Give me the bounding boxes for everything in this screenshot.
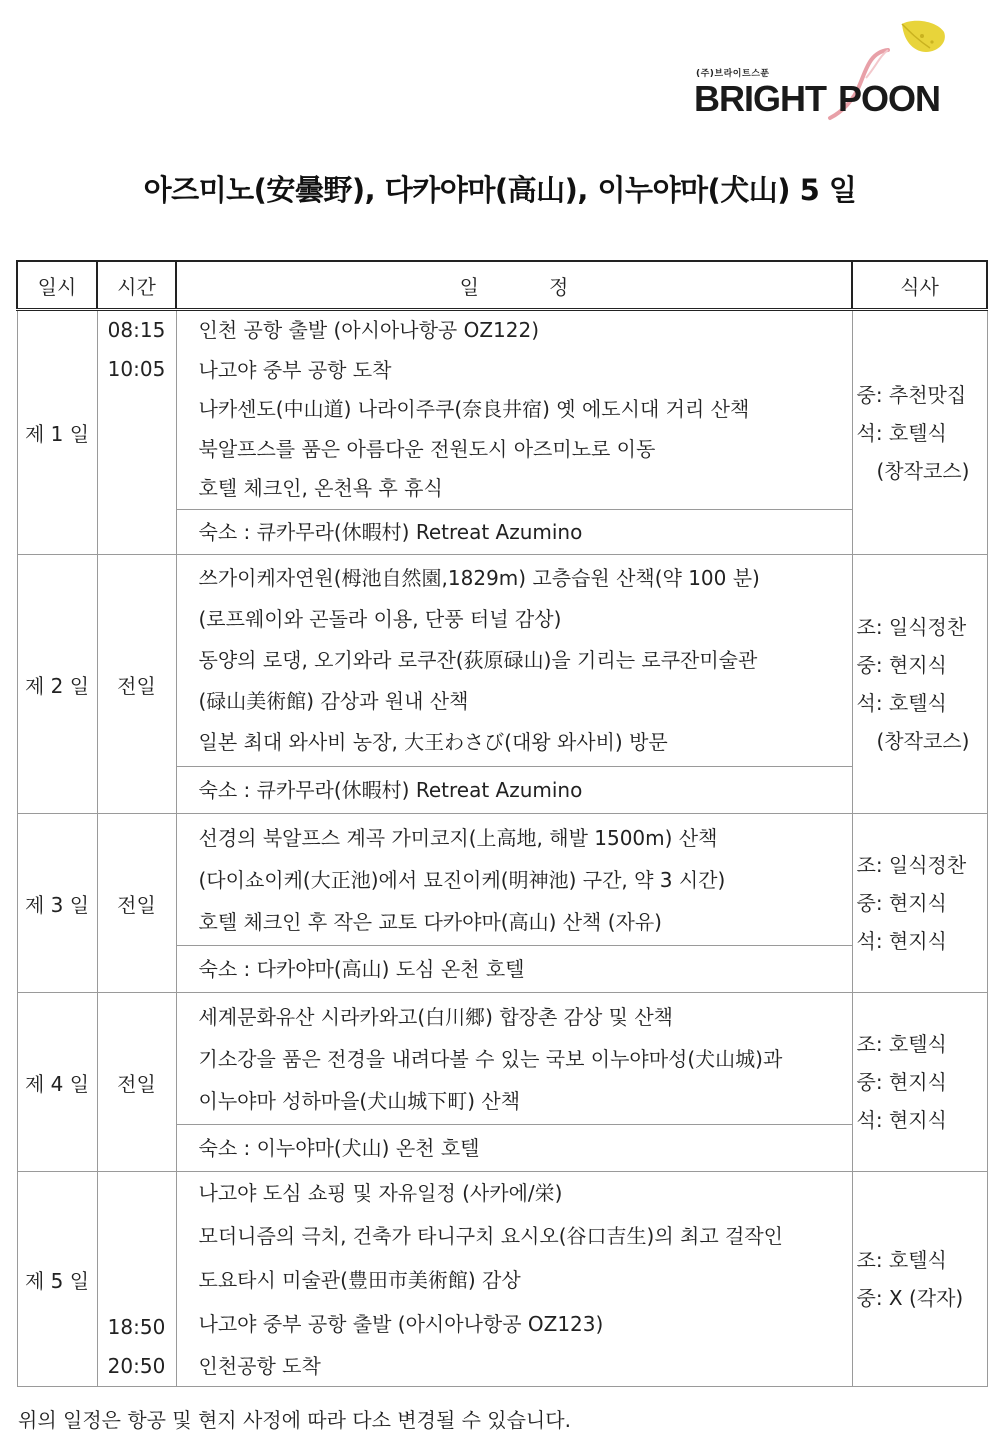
- meal-cell: [852, 814, 987, 993]
- schedule-line: 일본 최대 와사비 농장, 大王わさび(대왕 와사비) 방문: [198, 730, 668, 754]
- day-row: [17, 993, 987, 1125]
- schedule-line: 쓰가이케자연원(栂池自然園,1829m) 고층습원 산책(약 100 분): [198, 566, 760, 590]
- header-schedule: [176, 261, 852, 310]
- schedule-line: 동양의 로댕, 오기와라 로쿠잔(荻原碌山)을 기리는 로쿠잔미술관: [198, 648, 758, 672]
- page-title: 아즈미노(安曇野), 다카야마(高山), 이누야마(犬山) 5 일: [143, 173, 857, 207]
- schedule-line: 나고야 중부 공항 도착: [198, 357, 392, 382]
- time-value: 전일: [97, 814, 176, 993]
- stay-cell: 숙소 : 다카야마(高山) 도심 온천 호텔: [176, 946, 852, 993]
- time-value: 08:15: [107, 318, 166, 342]
- time-value: 18:50: [107, 1315, 166, 1339]
- day-label: 제 5 일: [17, 1172, 97, 1387]
- schedule-line: 이누야마 성하마을(犬山城下町) 산책: [198, 1088, 521, 1113]
- meal-cell: [852, 1172, 987, 1387]
- meal-item: 석: 현지식: [856, 929, 947, 953]
- meal-item: (창작코스): [876, 458, 970, 483]
- header-meal: 식사: [852, 261, 987, 310]
- schedule-line: 모더니즘의 극치, 건축가 타니구치 요시오(谷口吉生)의 최고 걸작인: [198, 1224, 783, 1248]
- logo-word-bright: BRIGHT: [694, 78, 826, 119]
- header-day: 일시: [17, 261, 97, 310]
- meal-item: 중: 현지식: [856, 891, 947, 915]
- schedule-line: (다이쇼이케(大正池)에서 묘진이케(明神池) 구간, 약 3 시간): [198, 867, 726, 892]
- header-schedule-a: 일: [459, 274, 479, 299]
- time-value: 전일: [97, 993, 176, 1172]
- time-cell: [97, 310, 176, 555]
- stay-cell: 숙소 : 큐카무라(休暇村) Retreat Azumino: [176, 767, 852, 814]
- meal-item: 조: 일식정찬: [856, 853, 967, 877]
- meal-cell: [852, 310, 987, 555]
- stay-cell: 숙소 : 큐카무라(休暇村) Retreat Azumino: [176, 510, 852, 555]
- schedule-line: 호텔 체크인, 온천욕 후 휴식: [198, 476, 443, 501]
- company-logo: [690, 18, 970, 128]
- schedule-line: 북알프스를 품은 아름다운 전원도시 아즈미노로 이동: [198, 436, 656, 461]
- footer-note: 위의 일정은 항공 및 현지 사정에 따라 다소 변경될 수 있습니다.: [18, 1408, 571, 1432]
- schedule-cell: [176, 1172, 852, 1387]
- day-row: [17, 1172, 987, 1387]
- schedule-cell: [176, 310, 852, 510]
- day-label: 제 3 일: [17, 814, 97, 993]
- meal-item: 석: 호텔식: [856, 691, 947, 715]
- schedule-line: 나카센도(中山道) 나라이주쿠(奈良井宿) 옛 에도시대 거리 산책: [198, 397, 750, 422]
- meal-item: 조: 호텔식: [856, 1248, 947, 1272]
- schedule-cell: [176, 814, 852, 946]
- day-label: 제 2 일: [17, 555, 97, 814]
- meal-item: 석: 호텔식: [856, 420, 947, 445]
- meal-item: 석: 현지식: [856, 1108, 947, 1132]
- schedule-line: 호텔 체크인 후 작은 교토 다카야마(高山) 산책 (자유): [198, 909, 662, 934]
- meal-cell: [852, 993, 987, 1172]
- header-schedule-b: 정: [549, 274, 569, 299]
- schedule-line: 도요타시 미술관(豊田市美術館) 감상: [198, 1268, 521, 1292]
- day-row: [17, 814, 987, 946]
- time-cell: [97, 1172, 176, 1387]
- header-row: [17, 261, 987, 310]
- day-label: 제 1 일: [17, 310, 97, 555]
- schedule-line: 세계문화유산 시라카와고(白川郷) 합장촌 감상 및 산책: [198, 1004, 673, 1029]
- schedule-cell: [176, 555, 852, 767]
- meal-item: 조: 호텔식: [856, 1032, 947, 1056]
- meal-cell: [852, 555, 987, 814]
- meal-item: (창작코스): [876, 729, 970, 753]
- itinerary-table: [16, 260, 988, 1387]
- day-row: [17, 310, 987, 510]
- day-label: 제 4 일: [17, 993, 97, 1172]
- meal-item: 중: X (각자): [856, 1286, 964, 1310]
- time-value: 20:50: [107, 1354, 166, 1378]
- meal-item: 조: 일식정찬: [856, 615, 967, 639]
- schedule-line: 기소강을 품은 전경을 내려다볼 수 있는 국보 이누야마성(犬山城)과: [198, 1046, 783, 1071]
- logo-word-poon: POON: [838, 78, 941, 119]
- company-small-label: (주)브라이트스푼: [696, 69, 770, 79]
- schedule-cell: [176, 993, 852, 1125]
- header-time: 시간: [97, 261, 176, 310]
- schedule-line: (碌山美術館) 감상과 원내 산책: [198, 689, 469, 713]
- day-row: [17, 555, 987, 767]
- time-value: 전일: [97, 555, 176, 814]
- stay-cell: 숙소 : 이누야마(犬山) 온천 호텔: [176, 1125, 852, 1172]
- meal-item: 중: 현지식: [856, 1070, 947, 1094]
- time-value: 10:05: [107, 357, 166, 381]
- schedule-line: 나고야 중부 공항 출발 (아시아나항공 OZ123): [198, 1312, 604, 1336]
- schedule-line: (로프웨이와 곤돌라 이용, 단풍 터널 감상): [198, 607, 562, 631]
- schedule-line: 인천공항 도착: [198, 1354, 321, 1378]
- schedule-line: 선경의 북알프스 계곡 가미코지(上高地, 해발 1500m) 산책: [198, 825, 718, 850]
- meal-item: 중: 현지식: [856, 653, 947, 677]
- schedule-line: 인천 공항 출발 (아시아나항공 OZ122): [198, 318, 539, 343]
- meal-item: 중: 추천맛집: [856, 382, 967, 407]
- schedule-line: 나고야 도심 쇼핑 및 자유일정 (사카에/栄): [198, 1181, 563, 1205]
